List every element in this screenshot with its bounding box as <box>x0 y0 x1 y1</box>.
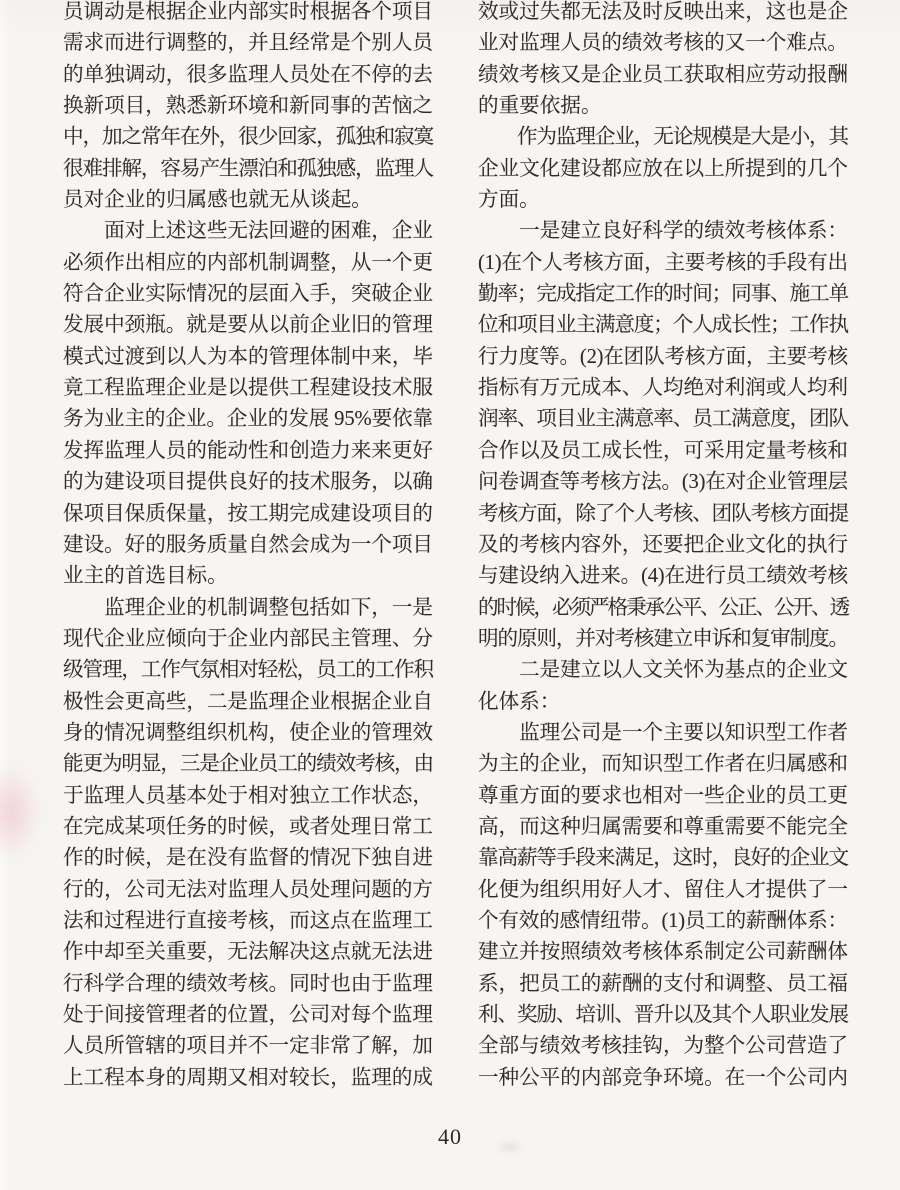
text-line: 监理企业的机制调整包括如下，一是 <box>63 596 433 619</box>
text-line: 二是建立以人文关怀为基点的企业文 <box>478 659 848 682</box>
text-line: 位和项目业主满意度；个人成长性；工作执 <box>478 314 848 337</box>
text-line: 与建设纳入进来。(4)在进行员工绩效考核 <box>478 565 848 588</box>
text-line: 需求而进行调整的，并且经常是个别人员 <box>63 32 433 55</box>
text-line: 明的原则，并对考核建立申诉和复审制度。 <box>478 627 848 650</box>
text-line: 润率、项目业主满意率、员工满意度，团队 <box>478 408 848 431</box>
text-line: 作的时候，是在没有监督的情况下独自进 <box>63 847 433 870</box>
text-line: 一是建立良好科学的绩效考核体系： <box>478 220 848 243</box>
text-line: 问卷调查等考核方法。(3)在对企业管理层 <box>478 471 848 494</box>
text-line: 考核方面，除了个人考核、团队考核方面提 <box>478 502 848 525</box>
text-line: 行的，公司无法对监理人员处理问题的方 <box>63 878 433 901</box>
text-line: 的单独调动，很多监理人员处在不停的去 <box>63 63 433 86</box>
text-line: 作中却至关重要，无法解决这点就无法进 <box>63 941 433 964</box>
text-line: 保项目保质保量，按工期完成建设项目的 <box>63 502 433 525</box>
text-line: 一种公平的内部竞争环境。在一个公司内 <box>478 1066 848 1089</box>
text-line: 作为监理企业，无论规模是大是小，其 <box>478 126 848 149</box>
text-line: 发展中颈瓶。就是要从以前企业旧的管理 <box>63 314 433 337</box>
text-line: 员调动是根据企业内部实时根据各个项目 <box>63 1 433 23</box>
text-line: (1)在个人考核方面，主要考核的手段有出 <box>478 251 848 274</box>
text-line: 必须作出相应的内部机制调整，从一个更 <box>63 251 433 274</box>
text-line: 员对企业的归属感也就无从谈起。 <box>63 189 372 212</box>
text-line: 很难排解，容易产生漂泊和孤独感，监理人 <box>63 157 433 180</box>
text-line: 的为建设项目提供良好的技术服务，以确 <box>63 471 433 494</box>
text-line: 为主的企业，而知识型工作者在归属感和 <box>478 753 848 776</box>
text-line: 能更为明显，三是企业员工的绩效考核，由 <box>63 753 433 776</box>
text-line: 效或过失都无法及时反映出来，这也是企 <box>478 1 848 23</box>
text-line: 个有效的感情纽带。(1)员工的薪酬体系： <box>478 909 848 932</box>
text-line: 发挥监理人员的能动性和创造力来来更好 <box>63 439 433 462</box>
text-line: 利、奖励、培训、晋升以及其个人职业发展 <box>478 1004 848 1026</box>
text-line: 高，而这种归属需要和尊重需要不能完全 <box>478 815 848 838</box>
page-number: 40 <box>438 1124 462 1149</box>
text-line: 方面。 <box>478 189 540 212</box>
text-line: 现代企业应倾向于企业内部民主管理、分 <box>63 627 433 650</box>
text-line: 身的情况调整组织机构，使企业的管理效 <box>63 721 433 744</box>
text-line: 符合企业实际情况的层面入手，突破企业 <box>63 283 433 306</box>
text-line: 中，加之常年在外，很少回家，孤独和寂寞 <box>63 126 433 149</box>
text-line: 业对监理人员的绩效考核的又一个难点。 <box>478 32 848 55</box>
text-line: 尊重方面的要求也相对一些企业的员工更 <box>478 784 848 807</box>
text-line: 务为业主的企业。企业的发展 95%要依靠 <box>63 408 433 431</box>
text-line: 绩效考核又是企业员工获取相应劳动报酬 <box>478 63 848 86</box>
text-line: 上工程本身的周期又相对较长，监理的成 <box>63 1066 433 1089</box>
text-line: 级管理，工作气氛相对轻松，员工的工作积 <box>63 659 433 682</box>
text-line: 全部与绩效考核挂钩，为整个公司营造了 <box>478 1035 848 1058</box>
text-line: 竟工程监理企业是以提供工程建设技术服 <box>63 377 433 400</box>
text-line: 建设。好的服务质量自然会成为一个项目 <box>63 533 433 556</box>
text-line: 法和过程进行直接考核，而这点在监理工 <box>63 909 433 932</box>
text-line: 勤率；完成指定工作的时间；同事、施工单 <box>478 283 848 306</box>
text-line: 模式过渡到以人为本的管理体制中来，毕 <box>63 345 433 368</box>
text-line: 行力度等。(2)在团队考核方面，主要考核 <box>478 345 848 368</box>
text-line: 人员所管辖的项目并不一定非常了解，加 <box>63 1035 433 1058</box>
text-line: 极性会更高些，二是监理企业根据企业自 <box>63 690 433 713</box>
text-line: 系，把员工的薪酬的支付和调整、员工福 <box>478 972 848 995</box>
text-line: 的重要依据。 <box>478 95 602 118</box>
text-line: 及的考核内容外，还要把企业文化的执行 <box>478 533 848 556</box>
text-line: 业主的首选目标。 <box>63 565 228 588</box>
text-line: 化便为组织用好人才、留住人才提供了一 <box>478 878 848 901</box>
text-line: 靠高薪等手段来满足，这时，良好的企业文 <box>478 847 848 870</box>
text-line: 面对上述这些无法回避的困难，企业 <box>63 220 433 243</box>
text-column-left <box>63 0 433 1094</box>
text-column-right <box>478 0 848 1094</box>
text-line: 的时候，必须严格秉承公平、公正、公开、透 <box>478 596 849 619</box>
text-line: 在完成某项任务的时候，或者处理日常工 <box>63 815 433 838</box>
text-line: 指标有万元成本、人均绝对利润或人均利 <box>478 377 848 400</box>
text-line: 于监理人员基本处于相对独立工作状态， <box>63 784 433 807</box>
text-line: 监理公司是一个主要以知识型工作者 <box>478 721 848 744</box>
text-line: 化体系： <box>478 690 561 713</box>
text-line: 合作以及员工成长性，可采用定量考核和 <box>478 439 848 462</box>
text-line: 行科学合理的绩效考核。同时也由于监理 <box>63 972 433 995</box>
text-line: 处于间接管理者的位置，公司对每个监理 <box>63 1004 433 1026</box>
text-line: 换新项目，熟悉新环境和新同事的苦恼之 <box>63 95 433 118</box>
text-line: 建立并按照绩效考核体系制定公司薪酬体 <box>478 941 848 964</box>
text-line: 企业文化建设都应放在以上所提到的几个 <box>478 157 848 180</box>
scan-artifact-pink <box>0 762 42 862</box>
